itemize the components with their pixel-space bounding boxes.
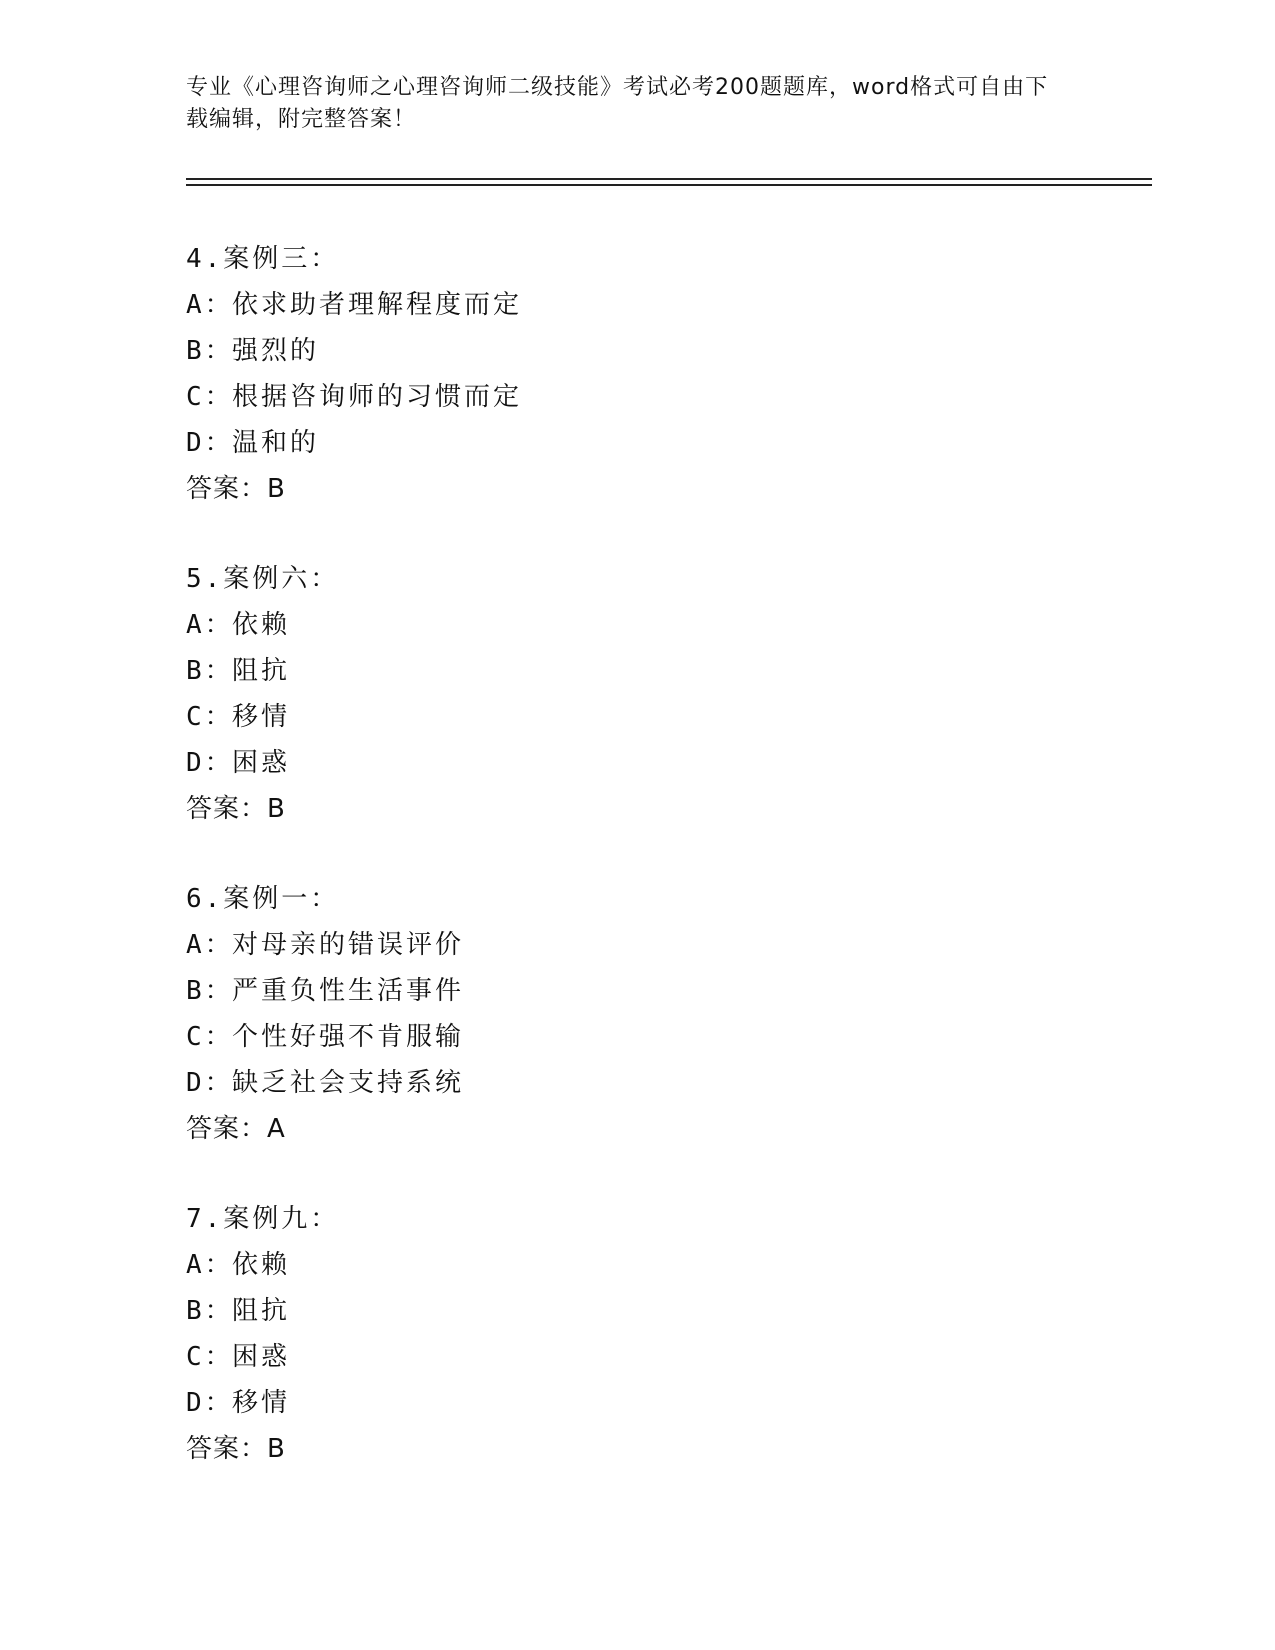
question-4 bbox=[186, 236, 1086, 512]
option-c bbox=[186, 374, 1086, 420]
option-letter: C： bbox=[186, 382, 234, 412]
option-text: 温和的 bbox=[232, 428, 320, 458]
header-divider-bottom bbox=[186, 184, 1152, 186]
answer-line: 答案：B bbox=[186, 474, 286, 504]
document-header: 专业《心理咨询师之心理咨询师二级技能》考试必考200题题库，word格式可自由下载编辑，附完整答案！ bbox=[186, 75, 1049, 132]
option-letter: D： bbox=[186, 748, 234, 778]
option-a bbox=[186, 602, 1086, 648]
option-letter: A： bbox=[186, 1250, 234, 1280]
answer-line: 答案：B bbox=[186, 794, 286, 824]
option-text: 强烈的 bbox=[232, 336, 320, 366]
option-letter: C： bbox=[186, 1022, 234, 1052]
option-c bbox=[186, 1014, 1086, 1060]
question-title: 6.案例一： bbox=[186, 884, 340, 914]
question-list bbox=[186, 236, 1086, 1516]
option-text: 困惑 bbox=[232, 748, 291, 778]
option-text: 根据咨询师的习惯而定 bbox=[232, 382, 523, 412]
option-text: 对母亲的错误评价 bbox=[232, 930, 465, 960]
option-text: 缺乏社会支持系统 bbox=[232, 1068, 465, 1098]
option-letter: D： bbox=[186, 1388, 234, 1418]
option-letter: C： bbox=[186, 702, 234, 732]
question-7 bbox=[186, 1196, 1086, 1472]
option-letter: B： bbox=[186, 976, 234, 1006]
answer-line: 答案：B bbox=[186, 1434, 286, 1464]
question-title: 7.案例九： bbox=[186, 1204, 340, 1234]
option-a bbox=[186, 922, 1086, 968]
option-text: 阻抗 bbox=[232, 1296, 291, 1326]
question-title: 4.案例三： bbox=[186, 244, 340, 274]
option-a bbox=[186, 282, 1086, 328]
option-d bbox=[186, 420, 1086, 466]
option-letter: A： bbox=[186, 290, 234, 320]
option-d bbox=[186, 1060, 1086, 1106]
question-6 bbox=[186, 876, 1086, 1152]
option-b bbox=[186, 968, 1086, 1014]
question-5 bbox=[186, 556, 1086, 832]
option-letter: A： bbox=[186, 610, 234, 640]
option-letter: B： bbox=[186, 1296, 234, 1326]
question-title: 5.案例六： bbox=[186, 564, 340, 594]
option-c bbox=[186, 694, 1086, 740]
option-letter: A： bbox=[186, 930, 234, 960]
option-b bbox=[186, 328, 1086, 374]
option-text: 移情 bbox=[232, 702, 291, 732]
option-text: 严重负性生活事件 bbox=[232, 976, 465, 1006]
option-text: 移情 bbox=[232, 1388, 291, 1418]
option-text: 个性好强不肯服输 bbox=[232, 1022, 465, 1052]
option-letter: D： bbox=[186, 1068, 234, 1098]
option-text: 依赖 bbox=[232, 1250, 291, 1280]
option-letter: D： bbox=[186, 428, 234, 458]
option-letter: B： bbox=[186, 656, 234, 686]
header-divider-top bbox=[186, 178, 1152, 180]
option-letter: B： bbox=[186, 336, 234, 366]
option-text: 依求助者理解程度而定 bbox=[232, 290, 523, 320]
option-c bbox=[186, 1334, 1086, 1380]
option-b bbox=[186, 1288, 1086, 1334]
option-a bbox=[186, 1242, 1086, 1288]
option-text: 依赖 bbox=[232, 610, 291, 640]
option-letter: C： bbox=[186, 1342, 234, 1372]
option-d bbox=[186, 740, 1086, 786]
option-b bbox=[186, 648, 1086, 694]
answer-line: 答案：A bbox=[186, 1114, 286, 1144]
option-text: 阻抗 bbox=[232, 656, 291, 686]
option-text: 困惑 bbox=[232, 1342, 291, 1372]
option-d bbox=[186, 1380, 1086, 1426]
